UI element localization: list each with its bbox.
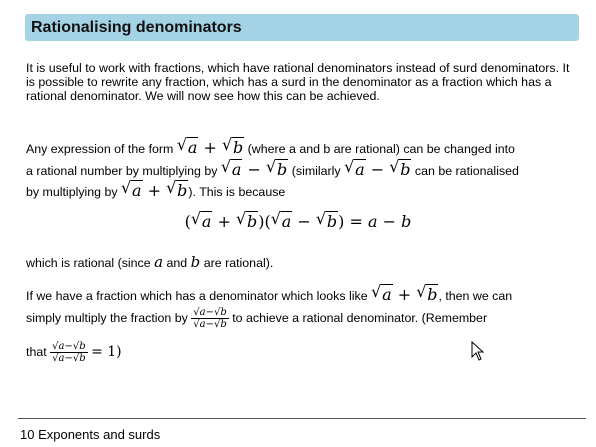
para2-text: a rational number by multiplying by [26, 164, 218, 178]
para4-text: to achieve a rational denominator. (Remember [232, 310, 488, 325]
para2-text: (where a and b are rational) can be changed into [247, 142, 515, 156]
para3-text: and [166, 256, 188, 270]
para3-text: which is rational (since [26, 256, 151, 270]
mouse-pointer-icon [471, 341, 485, 361]
section-header [25, 14, 579, 41]
section-title: Rationalising denominators [31, 19, 242, 36]
math-equals-one: = 1) [91, 343, 122, 360]
math-fraction: $\frac{√a-√b}{√a-√b}$ [193, 307, 227, 330]
footer-text: 10 Exponents and surds [20, 427, 161, 442]
math-var-b: b [190, 253, 201, 271]
para4-text: that [26, 344, 47, 359]
para4-line1 [26, 285, 512, 304]
display-equation: (√ a + √ b)(√ a − √ b) = a − b [0, 212, 596, 231]
para2-text: ). This is because [188, 185, 286, 199]
para2-line3 [26, 181, 285, 200]
para4-text: If we have a fraction which has a denominator which looks like [26, 289, 368, 303]
para2-text: by multiplying by [26, 185, 118, 199]
para2-text: Any expression of the form [26, 142, 174, 156]
math-fraction: $\frac{√a-√b}{√a-√b}$ [52, 341, 86, 364]
para3-line [26, 253, 273, 271]
para4-text: , then we can [438, 289, 513, 303]
math-sum-sqrt: √ a + √ b [371, 285, 438, 304]
math-diff-sqrt: √ a − √ b [221, 160, 288, 179]
para3-text: are rational). [203, 256, 274, 270]
intro-paragraph: It is useful to work with fractions, which have rational denominators instead of surd denominators. It is possible to rewrite any fraction, which has a surd in the denominator as a fraction which has a rational denominator. We will now see how this can be achieved. [26, 61, 570, 103]
math-var-a: a [154, 253, 164, 271]
math-diff-sqrt: √ a − √ b [344, 160, 411, 179]
para2-line1 [26, 138, 515, 157]
para2-text: (similarly [291, 164, 341, 178]
para2-line2 [26, 160, 519, 179]
footer-divider [18, 418, 586, 419]
math-sum-sqrt: √ a + √ b [121, 181, 188, 200]
para4-text: simply multiply the fraction by [26, 310, 188, 325]
para4-line3 [26, 341, 122, 364]
para4-line2 [26, 307, 487, 330]
math-sum-sqrt: √ a + √ b [177, 138, 244, 157]
equation-rhs: = a − b [349, 212, 412, 231]
para2-text: can be rationalised [414, 164, 519, 178]
